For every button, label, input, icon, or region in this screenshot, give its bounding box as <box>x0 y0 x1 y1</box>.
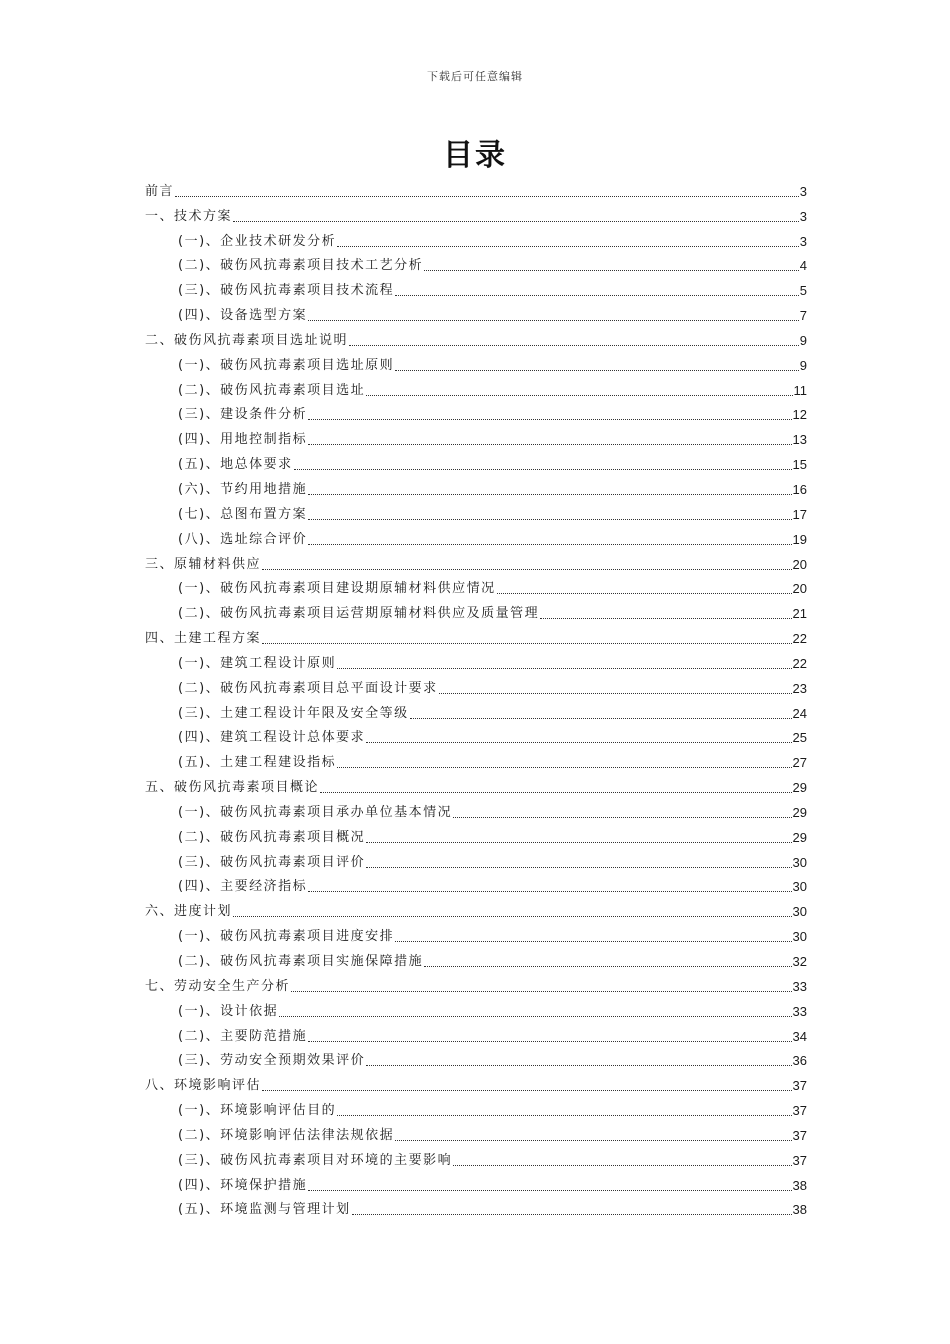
toc-page-number: 33 <box>792 978 807 994</box>
toc-entry[interactable] <box>145 970 807 995</box>
toc-dot-leader <box>395 941 791 942</box>
toc-entry-text: 二、破伤风抗毒素项目选址说明 <box>145 332 349 348</box>
toc-entry[interactable] <box>145 846 807 871</box>
toc-dot-leader <box>308 320 799 321</box>
toc-entry[interactable] <box>145 1119 807 1144</box>
toc-dot-leader <box>453 817 791 818</box>
toc-entry[interactable] <box>145 324 807 349</box>
toc-entry[interactable] <box>145 1144 807 1169</box>
toc-page-number: 34 <box>792 1028 807 1044</box>
toc-entry-text: (七)、总图布置方案 <box>178 506 308 522</box>
toc-page-number: 4 <box>799 258 807 274</box>
toc-entry-text: 六、进度计划 <box>145 904 233 920</box>
toc-entry-text: (三)、破伤风抗毒素项目评价 <box>178 854 366 870</box>
toc-dot-leader <box>308 494 791 495</box>
toc-page-number: 13 <box>792 432 807 448</box>
toc-entry-text: (二)、破伤风抗毒素项目实施保障措施 <box>178 954 424 969</box>
toc-dot-leader <box>424 270 799 271</box>
toc-page-number: 22 <box>792 655 807 671</box>
toc-entry-text: 三、原辅材料供应 <box>145 556 262 572</box>
toc-dot-leader <box>497 593 792 594</box>
toc-entry[interactable] <box>145 523 807 548</box>
toc-entry[interactable] <box>145 1069 807 1094</box>
toc-entry-text: (八)、选址综合评价 <box>178 531 308 547</box>
toc-entry-text: (四)、用地控制指标 <box>178 432 308 448</box>
toc-entry[interactable] <box>145 1094 807 1119</box>
toc-entry-text: (一)、建筑工程设计原则 <box>178 655 337 671</box>
toc-page-number: 3 <box>799 233 807 249</box>
toc-dot-leader <box>366 395 792 396</box>
toc-entry-text: (二)、破伤风抗毒素项目选址 <box>178 382 366 398</box>
toc-entry-text: (四)、环境保护措施 <box>178 1177 308 1193</box>
toc-page-number: 37 <box>792 1152 807 1168</box>
toc-page-number: 30 <box>792 854 807 870</box>
toc-dot-leader <box>279 1016 791 1017</box>
toc-entry-text: (五)、地总体要求 <box>178 457 293 473</box>
toc-entry[interactable] <box>145 175 807 200</box>
toc-entry-text: (五)、土建工程建设指标 <box>178 755 337 771</box>
toc-dot-leader <box>337 668 791 669</box>
toc-entry-text: 五、破伤风抗毒素项目概论 <box>145 780 320 796</box>
toc-entry[interactable] <box>145 1194 807 1219</box>
toc-dot-leader <box>291 991 792 992</box>
toc-entry[interactable] <box>145 473 807 498</box>
toc-entry-text: (一)、破伤风抗毒素项目承办单位基本情况 <box>178 804 453 820</box>
toc-page-number: 9 <box>799 357 807 373</box>
toc-entry[interactable] <box>145 697 807 722</box>
toc-page-number: 29 <box>792 780 807 796</box>
toc-dot-leader <box>349 345 799 346</box>
toc-dot-leader <box>233 916 792 917</box>
toc-page-number: 33 <box>792 1003 807 1019</box>
toc-dot-leader <box>337 1115 791 1116</box>
toc-dot-leader <box>308 519 791 520</box>
toc-page-number: 11 <box>793 382 807 398</box>
toc-page-number: 29 <box>792 804 807 820</box>
toc-page-number: 17 <box>792 506 807 522</box>
toc-entry[interactable] <box>145 1045 807 1070</box>
toc-entry-text: (四)、建筑工程设计总体要求 <box>178 730 366 746</box>
toc-entry[interactable] <box>145 920 807 945</box>
toc-entry[interactable] <box>145 1169 807 1194</box>
toc-dot-leader <box>337 246 799 247</box>
toc-dot-leader <box>262 569 792 570</box>
toc-page-number: 25 <box>792 730 807 746</box>
toc-dot-leader <box>366 742 791 743</box>
toc-dot-leader <box>262 643 792 644</box>
toc-page-number: 7 <box>799 308 807 324</box>
toc-entry-text: (三)、破伤风抗毒素项目技术流程 <box>178 283 395 299</box>
toc-entry-text: (三)、劳动安全预期效果评价 <box>178 1053 366 1069</box>
toc-page-number: 30 <box>792 904 807 920</box>
toc-entry-text: (三)、破伤风抗毒素项目对环境的主要影响 <box>178 1152 453 1168</box>
toc-page-number: 37 <box>792 1103 807 1119</box>
toc-page-number: 3 <box>799 208 807 224</box>
toc-dot-leader <box>395 295 799 296</box>
toc-entry[interactable] <box>145 1020 807 1045</box>
toc-entry-text: (一)、设计依据 <box>178 1003 279 1019</box>
toc-dot-leader <box>308 544 791 545</box>
toc-entry[interactable] <box>145 722 807 747</box>
toc-page-number: 37 <box>792 1127 807 1143</box>
toc-dot-leader <box>439 693 792 694</box>
toc-page-number: 12 <box>792 407 807 423</box>
toc-page-number: 24 <box>792 705 807 721</box>
toc-dot-leader <box>175 196 799 197</box>
toc-entry-text: (二)、环境影响评估法律法规依据 <box>178 1127 395 1143</box>
toc-entry[interactable] <box>145 548 807 573</box>
toc-page-number: 20 <box>792 556 807 572</box>
toc-entry-text: 一、技术方案 <box>145 208 233 224</box>
toc-entry-text: 七、劳动安全生产分析 <box>145 978 291 994</box>
toc-entry[interactable] <box>145 871 807 896</box>
toc-entry[interactable] <box>145 821 807 846</box>
toc-entry[interactable] <box>145 274 807 299</box>
toc-entry-text: (一)、破伤风抗毒素项目选址原则 <box>178 357 395 373</box>
toc-entry[interactable] <box>145 672 807 697</box>
toc-entry-text: 前言 <box>145 183 175 199</box>
toc-entry-text: (三)、土建工程设计年限及安全等级 <box>178 705 409 721</box>
toc-entry-text: (六)、节约用地措施 <box>178 481 308 497</box>
toc-entry-text: (二)、破伤风抗毒素项目概况 <box>178 829 366 845</box>
toc-page-number: 5 <box>799 283 807 299</box>
toc-entry-text: 八、环境影响评估 <box>145 1078 262 1094</box>
toc-entry-text: (五)、环境监测与管理计划 <box>178 1202 351 1218</box>
toc-dot-leader <box>233 221 799 222</box>
toc-dot-leader <box>424 966 791 967</box>
toc-entry-text: (四)、主要经济指标 <box>178 879 308 895</box>
toc-entry[interactable] <box>145 299 807 324</box>
toc-entry-text: (一)、企业技术研发分析 <box>178 233 337 249</box>
toc-dot-leader <box>308 1041 791 1042</box>
toc-dot-leader <box>366 1065 791 1066</box>
toc-page-number: 9 <box>799 332 807 348</box>
toc-entry[interactable] <box>145 498 807 523</box>
toc-page-number: 19 <box>792 531 807 547</box>
toc-entry[interactable] <box>145 225 807 250</box>
toc-page-number: 29 <box>792 829 807 845</box>
toc-entry[interactable] <box>145 995 807 1020</box>
toc-dot-leader <box>308 444 791 445</box>
toc-entry-text: (三)、建设条件分析 <box>178 407 308 423</box>
toc-entry-text: (一)、破伤风抗毒素项目进度安排 <box>178 929 395 945</box>
toc-entry-text: (一)、环境影响评估目的 <box>178 1103 337 1119</box>
toc-entry[interactable] <box>145 349 807 374</box>
toc-page-number: 36 <box>792 1053 807 1069</box>
toc-page-number: 15 <box>792 457 807 473</box>
toc-entry[interactable] <box>145 796 807 821</box>
toc-dot-leader <box>337 767 791 768</box>
toc-entry[interactable] <box>145 423 807 448</box>
toc-entry[interactable] <box>145 746 807 771</box>
toc-entry[interactable] <box>145 250 807 275</box>
toc-dot-leader <box>395 370 799 371</box>
toc-entry[interactable] <box>145 647 807 672</box>
toc-dot-leader <box>352 1214 792 1215</box>
toc-page-number: 38 <box>792 1177 807 1193</box>
toc-entry[interactable] <box>145 895 807 920</box>
header-note: 下载后可任意编辑 <box>427 70 523 83</box>
toc-entry[interactable] <box>145 771 807 796</box>
toc-page-number: 3 <box>799 183 807 199</box>
toc-dot-leader <box>395 1140 791 1141</box>
toc-entry-text: (二)、主要防范措施 <box>178 1028 308 1044</box>
page-title: 目录 <box>443 138 507 173</box>
toc-dot-leader <box>308 1190 791 1191</box>
toc-page-number: 22 <box>792 631 807 647</box>
toc-dot-leader <box>366 842 791 843</box>
toc-entry[interactable] <box>145 448 807 473</box>
toc-entry-text: 四、土建工程方案 <box>145 631 262 647</box>
toc-list <box>145 175 807 1218</box>
toc-entry[interactable] <box>145 945 807 970</box>
toc-dot-leader <box>262 1090 792 1091</box>
toc-page-number: 30 <box>792 929 807 945</box>
toc-entry[interactable] <box>145 597 807 622</box>
toc-page-number: 32 <box>792 954 807 969</box>
toc-entry-text: (二)、破伤风抗毒素项目技术工艺分析 <box>178 258 424 274</box>
toc-entry[interactable] <box>145 200 807 225</box>
toc-entry-text: (一)、破伤风抗毒素项目建设期原辅材料供应情况 <box>178 581 496 597</box>
toc-page-number: 37 <box>792 1078 807 1094</box>
toc-dot-leader <box>453 1165 791 1166</box>
toc-page-number: 16 <box>792 481 807 497</box>
toc-entry[interactable] <box>145 399 807 424</box>
toc-entry[interactable] <box>145 374 807 399</box>
toc-entry[interactable] <box>145 573 807 598</box>
toc-page-number: 23 <box>792 680 807 696</box>
toc-dot-leader <box>294 469 792 470</box>
toc-entry-text: (二)、破伤风抗毒素项目运营期原辅材料供应及质量管理 <box>178 606 540 622</box>
toc-page-number: 38 <box>792 1202 807 1218</box>
toc-page-number: 27 <box>792 755 807 771</box>
toc-page-number: 21 <box>792 606 807 622</box>
toc-dot-leader <box>320 792 792 793</box>
toc-dot-leader <box>308 891 791 892</box>
toc-dot-leader <box>540 618 791 619</box>
toc-entry[interactable] <box>145 622 807 647</box>
toc-page-number: 30 <box>792 879 807 895</box>
toc-dot-leader <box>308 419 791 420</box>
toc-entry-text: (四)、设备选型方案 <box>178 308 308 324</box>
toc-entry-text: (二)、破伤风抗毒素项目总平面设计要求 <box>178 680 438 696</box>
toc-dot-leader <box>366 867 791 868</box>
toc-dot-leader <box>410 718 792 719</box>
toc-page-number: 20 <box>792 581 807 597</box>
